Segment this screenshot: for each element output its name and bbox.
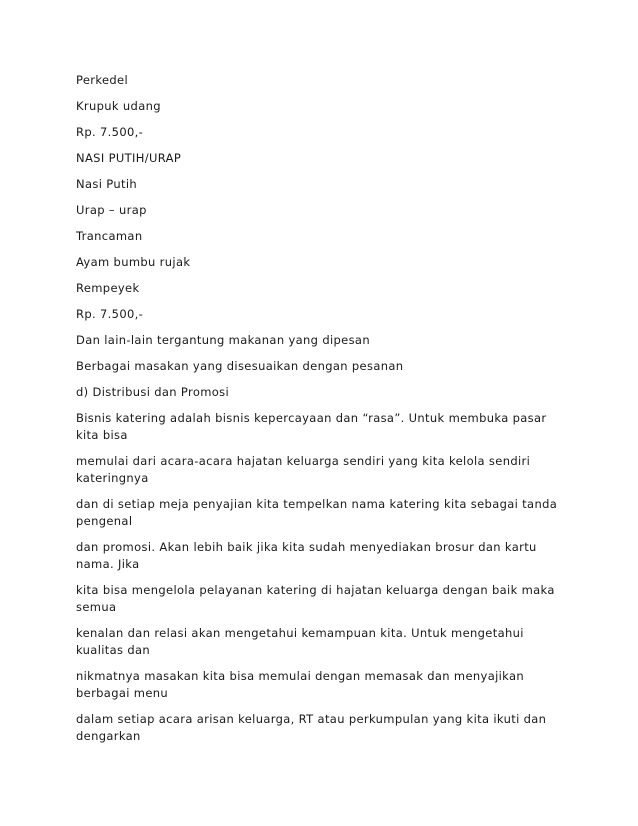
- text-line: Berbagai masakan yang disesuaikan dengan pesanan: [76, 359, 404, 373]
- text-line: Krupuk udang: [76, 99, 161, 113]
- text-line: Rempeyek: [76, 281, 140, 295]
- body-paragraph: nikmatnya masakan kita bisa memulai dengan memasak dan menyajikan berbagai menu: [76, 669, 525, 700]
- text-line: Trancaman: [76, 229, 143, 243]
- body-paragraph: kenalan dan relasi akan mengetahui kemampuan kita. Untuk mengetahui kualitas dan: [76, 626, 524, 657]
- body-paragraph: kita bisa mengelola pelayanan katering di hajatan keluarga dengan baik maka semua: [76, 583, 555, 614]
- text-line: Ayam bumbu rujak: [76, 255, 191, 269]
- text-line: Urap – urap: [76, 203, 147, 217]
- document-body: [76, 72, 572, 754]
- price-line: Rp. 7.500,-: [76, 125, 144, 139]
- body-paragraph: dalam setiap acara arisan keluarga, RT atau perkumpulan yang kita ikuti dan dengarkan: [76, 712, 547, 743]
- section-heading: d) Distribusi dan Promosi: [76, 385, 230, 399]
- body-paragraph: memulai dari acara-acara hajatan keluarga sendiri yang kita kelola sendiri kateringnya: [76, 454, 531, 485]
- text-line: Dan lain-lain tergantung makanan yang dipesan: [76, 333, 370, 347]
- body-paragraph: dan promosi. Akan lebih baik jika kita sudah menyediakan brosur dan kartu nama. Jika: [76, 540, 537, 571]
- price-line: Rp. 7.500,-: [76, 307, 144, 321]
- body-paragraph: Bisnis katering adalah bisnis kepercayaan dan “rasa”. Untuk membuka pasar kita bisa: [76, 411, 547, 442]
- text-line: Perkedel: [76, 73, 129, 87]
- menu-heading: NASI PUTIH/URAP: [76, 151, 182, 165]
- body-paragraph: dan di setiap meja penyajian kita tempelkan nama katering kita sebagai tanda pengenal: [76, 497, 558, 528]
- text-line: Nasi Putih: [76, 177, 138, 191]
